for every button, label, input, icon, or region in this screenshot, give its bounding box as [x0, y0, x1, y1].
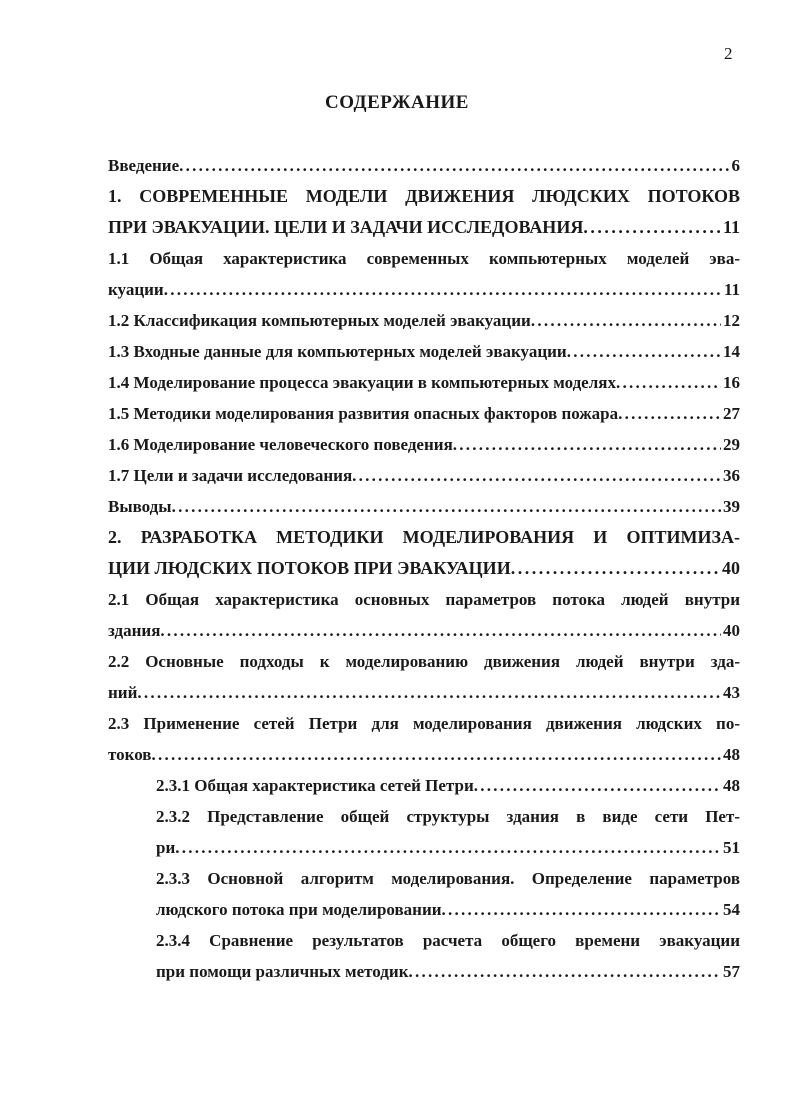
toc-entry-text: Выводы [108, 497, 172, 516]
toc-entry-text: 2.1 Общая характеристика основных параметров потока людей внутри [108, 590, 740, 609]
dot-leader [137, 677, 721, 708]
toc-page-number: 12 [723, 311, 740, 330]
toc-entry [156, 925, 740, 987]
toc-entry-text: Введение [108, 156, 180, 175]
toc-page-number: 14 [723, 342, 740, 361]
dot-leader [409, 956, 722, 987]
toc-entry-text: 1.3 Входные данные для компьютерных моделей эвакуации [108, 342, 567, 361]
toc-entry-text: 2.3.3 Основной алгоритм моделирования. Определение параметров [156, 869, 740, 888]
dot-leader [151, 739, 721, 770]
toc-entry-text: куации [108, 280, 164, 299]
dot-leader [618, 398, 721, 429]
dot-leader [474, 770, 721, 801]
toc-page-number: 48 [723, 745, 740, 764]
toc-entry-text: здания [108, 621, 161, 640]
toc-page-number: 40 [723, 621, 740, 640]
toc-page-number: 48 [723, 776, 740, 795]
toc-entry [156, 770, 740, 801]
toc-entry [108, 243, 740, 305]
dot-leader [175, 832, 721, 863]
toc-entry-text: токов [108, 745, 152, 764]
toc-entry [108, 708, 740, 770]
dot-leader [160, 615, 721, 646]
toc-entry-text: ри [156, 838, 176, 857]
toc-page-number: 39 [723, 497, 740, 516]
dot-leader [442, 894, 721, 925]
toc-entry-text: 2.3.4 Сравнение результатов расчета общего времени эвакуации [156, 931, 740, 950]
toc-page-number: 57 [723, 962, 740, 981]
toc-entry [108, 367, 740, 398]
toc-page-number: 29 [723, 435, 740, 454]
toc-entry [108, 491, 740, 522]
dot-leader [453, 429, 721, 460]
dot-leader [352, 460, 721, 491]
toc-entry [108, 429, 740, 460]
toc-entry [108, 646, 740, 708]
toc-entry-text: 2.3.1 Общая характеристика сетей Петри [156, 776, 474, 795]
toc-page-number: 36 [723, 466, 740, 485]
dot-leader [583, 212, 721, 243]
toc-page-number: 27 [723, 404, 740, 423]
toc-entry-text: ЦИИ ЛЮДСКИХ ПОТОКОВ ПРИ ЭВАКУАЦИИ [108, 558, 511, 578]
toc-entry [108, 398, 740, 429]
toc-page-number: 54 [723, 900, 740, 919]
toc-entry [108, 522, 740, 584]
toc-entry [108, 150, 740, 181]
dot-leader [567, 336, 721, 367]
toc-entry-text: ПРИ ЭВАКУАЦИИ. ЦЕЛИ И ЗАДАЧИ ИССЛЕДОВАНИЯ [108, 217, 584, 237]
dot-leader [172, 491, 721, 522]
toc-entry [108, 584, 740, 646]
toc-entry-text: 2.2 Основные подходы к моделированию движения людей внутри зда- [108, 652, 740, 671]
toc-entry [156, 863, 740, 925]
toc-page-number: 11 [722, 217, 740, 237]
toc-entry-text: 2.3 Применение сетей Петри для моделирования движения людских по- [108, 714, 740, 733]
toc-entry-text: 1.1 Общая характеристика современных компьютерных моделей эва- [108, 249, 740, 268]
toc-entry-text: 1.2 Классификация компьютерных моделей эвакуации [108, 311, 531, 330]
toc-entry-text: людского потока при моделировании [156, 900, 442, 919]
dot-leader [164, 274, 722, 305]
page-number: 2 [724, 44, 733, 63]
toc-page-number: 51 [723, 838, 740, 857]
dot-leader [616, 367, 721, 398]
toc-page-number: 43 [723, 683, 740, 702]
toc-entry-text: 1.5 Методики моделирования развития опасных факторов пожара [108, 404, 619, 423]
toc-entry-text: 1.4 Моделирование процесса эвакуации в компьютерных моделях [108, 373, 616, 392]
toc-page-number: 16 [723, 373, 740, 392]
toc-entry-text: 2.3.2 Представление общей структуры здания в виде сети Пет- [156, 807, 740, 826]
toc-page-number: 40 [722, 558, 740, 578]
toc-entry-text: ний [108, 683, 138, 702]
dot-leader [511, 553, 720, 584]
toc-entry [108, 305, 740, 336]
toc-entry [108, 181, 740, 243]
toc-page-number: 6 [731, 156, 740, 175]
toc-entry-text: 2. РАЗРАБОТКА МЕТОДИКИ МОДЕЛИРОВАНИЯ И ОПТИМИЗА- [108, 527, 740, 547]
toc-entry [108, 336, 740, 367]
table-of-contents [108, 150, 740, 987]
dot-leader [179, 150, 729, 181]
toc-entry [108, 460, 740, 491]
toc-entry-text: 1.6 Моделирование человеческого поведения [108, 435, 453, 454]
toc-entry-text: 1. СОВРЕМЕННЫЕ МОДЕЛИ ДВИЖЕНИЯ ЛЮДСКИХ ПОТОКОВ [108, 186, 740, 206]
dot-leader [531, 305, 721, 336]
toc-entry-text: 1.7 Цели и задачи исследования [108, 466, 353, 485]
toc-entry-text: при помощи различных методик [156, 962, 409, 981]
toc-title: СОДЕРЖАНИЕ [325, 92, 469, 113]
toc-entry [156, 801, 740, 863]
toc-page-number: 11 [723, 280, 740, 299]
